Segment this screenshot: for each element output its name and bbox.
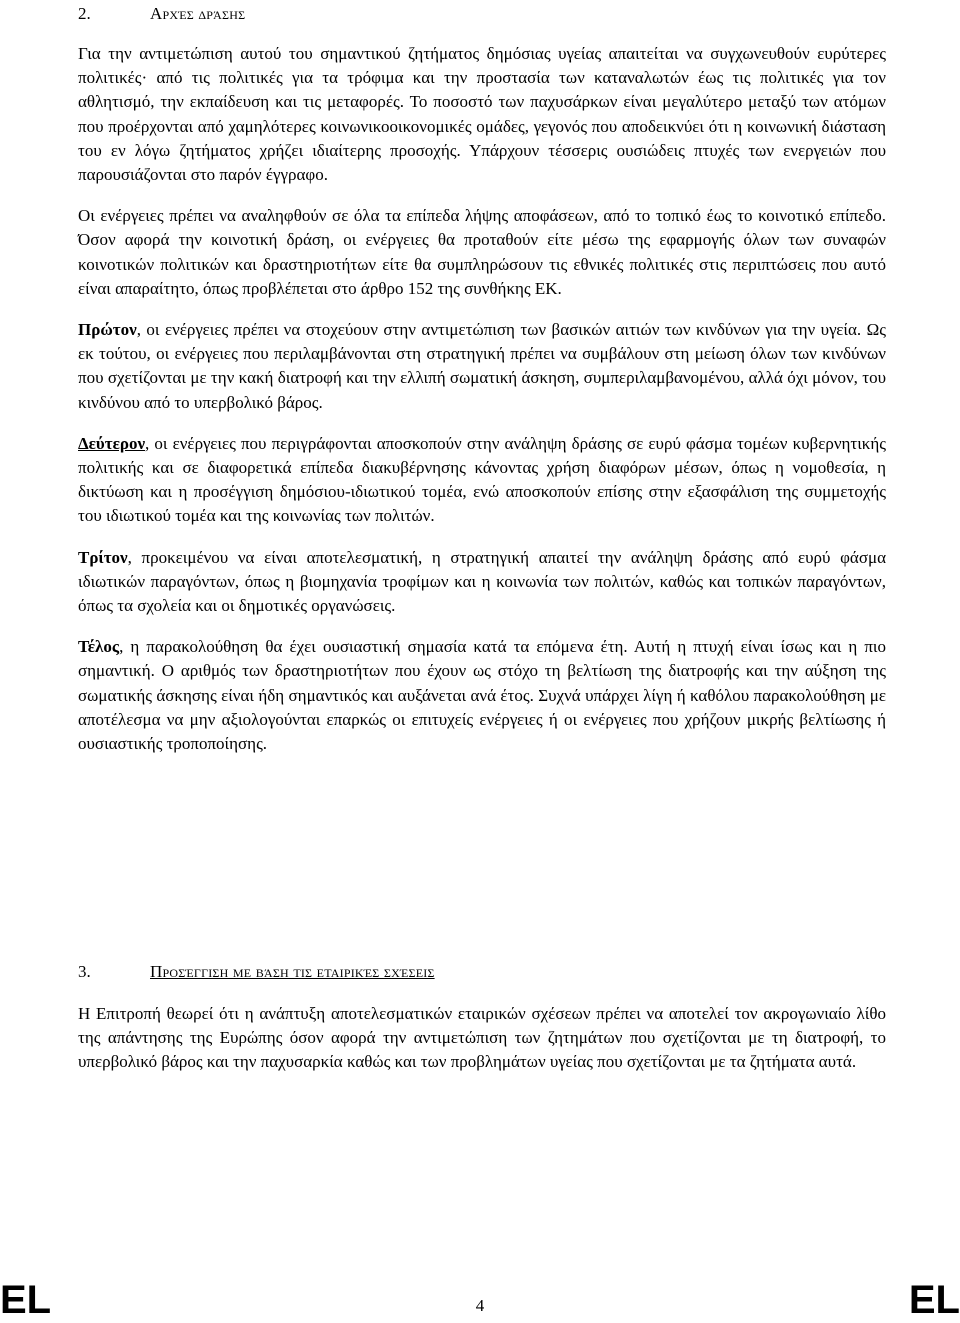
paragraph-lead: Τέλος: [78, 637, 120, 657]
paragraph: Η Επιτροπή θεωρεί ότι η ανάπτυξη αποτελεσματικών εταιρικών σχέσεων πρέπει να αποτελεί τον ακρογωνιαίο λίθο της απάντησης της Ευρώπης όσον αφορά την αντιμετώπιση των ζητημάτων που σχετίζονται με τη διατροφή, το υπερβολικό βάρος και την παχυσαρκία καθώς και των προβλημάτων υγείας που σχετίζονται με τα ζητήματα αυτά.: [78, 1004, 886, 1072]
paragraph-lead: Δεύτερον: [78, 433, 146, 453]
paragraph: Οι ενέργειες πρέπει να αναληφθούν σε όλα τα επίπεδα λήψης αποφάσεων, από το τοπικό έως το κοινοτικό επίπεδο. Όσον αφορά την κοινοτική δράση, οι ενέργειες θα προταθούν είτε μέσω της εφαρμογής όλων των συναφών κοινοτικών πολιτικών και δραστηριοτήτων είτε θα συμπληρώσουν τις εθνικές πολιτικές στις περιπτώσεις που αυτό είναι απαραίτητο, όπως προβλέπεται στο άρθρο 152 της συνθήκης ΕΚ.: [78, 206, 886, 298]
paragraph: Για την αντιμετώπιση αυτού του σημαντικού ζητήματος δημόσιας υγείας απαιτείται να συγχωνευθούν ευρύτερες πολιτικές· από τις πολιτικές για τα τρόφιμα και την προστασία των καταναλωτών έως τις πολιτικές για τον αθλητισμό, την εκπαίδευση και τις μεταφορές. Το ποσοστό των παχυσάρκων είναι μεγαλύτερο μεταξύ των ατόμων που προέρχονται από χαμηλότερες κοινωνικοοικονομικές ομάδες, γεγονός που αποδεικνύει ότι η κοινωνική διάσταση του εν λόγω ζητήματος χρήζει ιδιαίτερης προσοχής. Υπάρχουν τέσσερις ουσιώδεις πτυχές των ενεργειών που παρουσιάζονται στο παρόν έγγραφο.: [78, 44, 886, 185]
paragraph-lead: Τρίτον: [78, 547, 128, 567]
section-3-title: Προσέγγιση με βάση τις εταιρικές σχέσεις: [150, 962, 435, 981]
paragraph-lead: Πρώτον: [78, 320, 137, 340]
language-code-right: EL: [908, 1278, 960, 1322]
section-3-heading: [78, 962, 435, 982]
paragraph: Τέλος, η παρακολούθηση θα έχει ουσιαστική σημασία κατά τα επόμενα έτη. Αυτή η πτυχή είναι ίσως και η πιο σημαντική. Ο αριθμός των δραστηριοτήτων που έχουν ως στόχο τη βελτίωση της διατροφής και την αύξηση της σωματικής άσκησης είναι ήδη σημαντικός και αυξάνεται ανά έτος. Συχνά υπάρχει λίγη ή καθόλου παρακολούθηση με αποτέλεσμα να μην αξιολογούνται επαρκώς οι επιτυχείς ενέργειες ή οι ενέργειες που χρήζουν μικρής βελτίωσης ή ουσιαστικής τροποποίησης.: [78, 637, 886, 754]
section-2-title: Αρχές δράσης: [150, 4, 246, 23]
page-number: 4: [475, 1296, 485, 1315]
section-3-number: 3.: [78, 962, 91, 981]
section-3-body: [78, 1002, 886, 1092]
section-2-body: [78, 42, 886, 773]
language-code-left: EL: [0, 1278, 52, 1322]
paragraph: Τρίτον, προκειμένου να είναι αποτελεσματική, η στρατηγική απαιτεί την ανάληψη δράσης από ευρύ φάσμα ιδιωτικών παραγόντων, όπως η βιομηχανία τροφίμων και η κοινωνία των πολιτών, καθώς και τοπικών παραγόντων, όπως τα σχολεία και οι δημοτικές οργανώσεις.: [78, 547, 886, 616]
paragraph: Δεύτερον, οι ενέργειες που περιγράφονται αποσκοπούν στην ανάληψη δράσης σε ευρύ φάσμα τομέων κυβερνητικής πολιτικής και σε διαφορετικά επίπεδα διακυβέρνησης κάνοντας χρήση διαφόρων μέσων, όπως η νομοθεσία, η δικτύωση και η προσέγγιση δημόσιου-ιδιωτικού τομέα, ενώ αποσκοπούν επίσης στην εξασφάλιση της συμμετοχής του ιδιωτικού τομέα και της κοινωνίας των πολιτών.: [78, 433, 886, 526]
section-2-heading: [78, 4, 245, 24]
paragraph: Πρώτον, οι ενέργειες πρέπει να στοχεύουν στην αντιμετώπιση των βασικών αιτιών των κινδύνων για την υγεία. Ως εκ τούτου, οι ενέργειες που περιλαμβάνονται στη στρατηγική πρέπει να συμβάλουν στη μείωση όλων των κινδύνων που σχετίζονται με την κακή διατροφή και την ελλιπή σωματική άσκηση, συμπεριλαμβανομένου, αλλά όχι μόνον, του κινδύνου από το υπερβολικό βάρος.: [78, 320, 886, 412]
section-2-number: 2.: [78, 4, 91, 23]
